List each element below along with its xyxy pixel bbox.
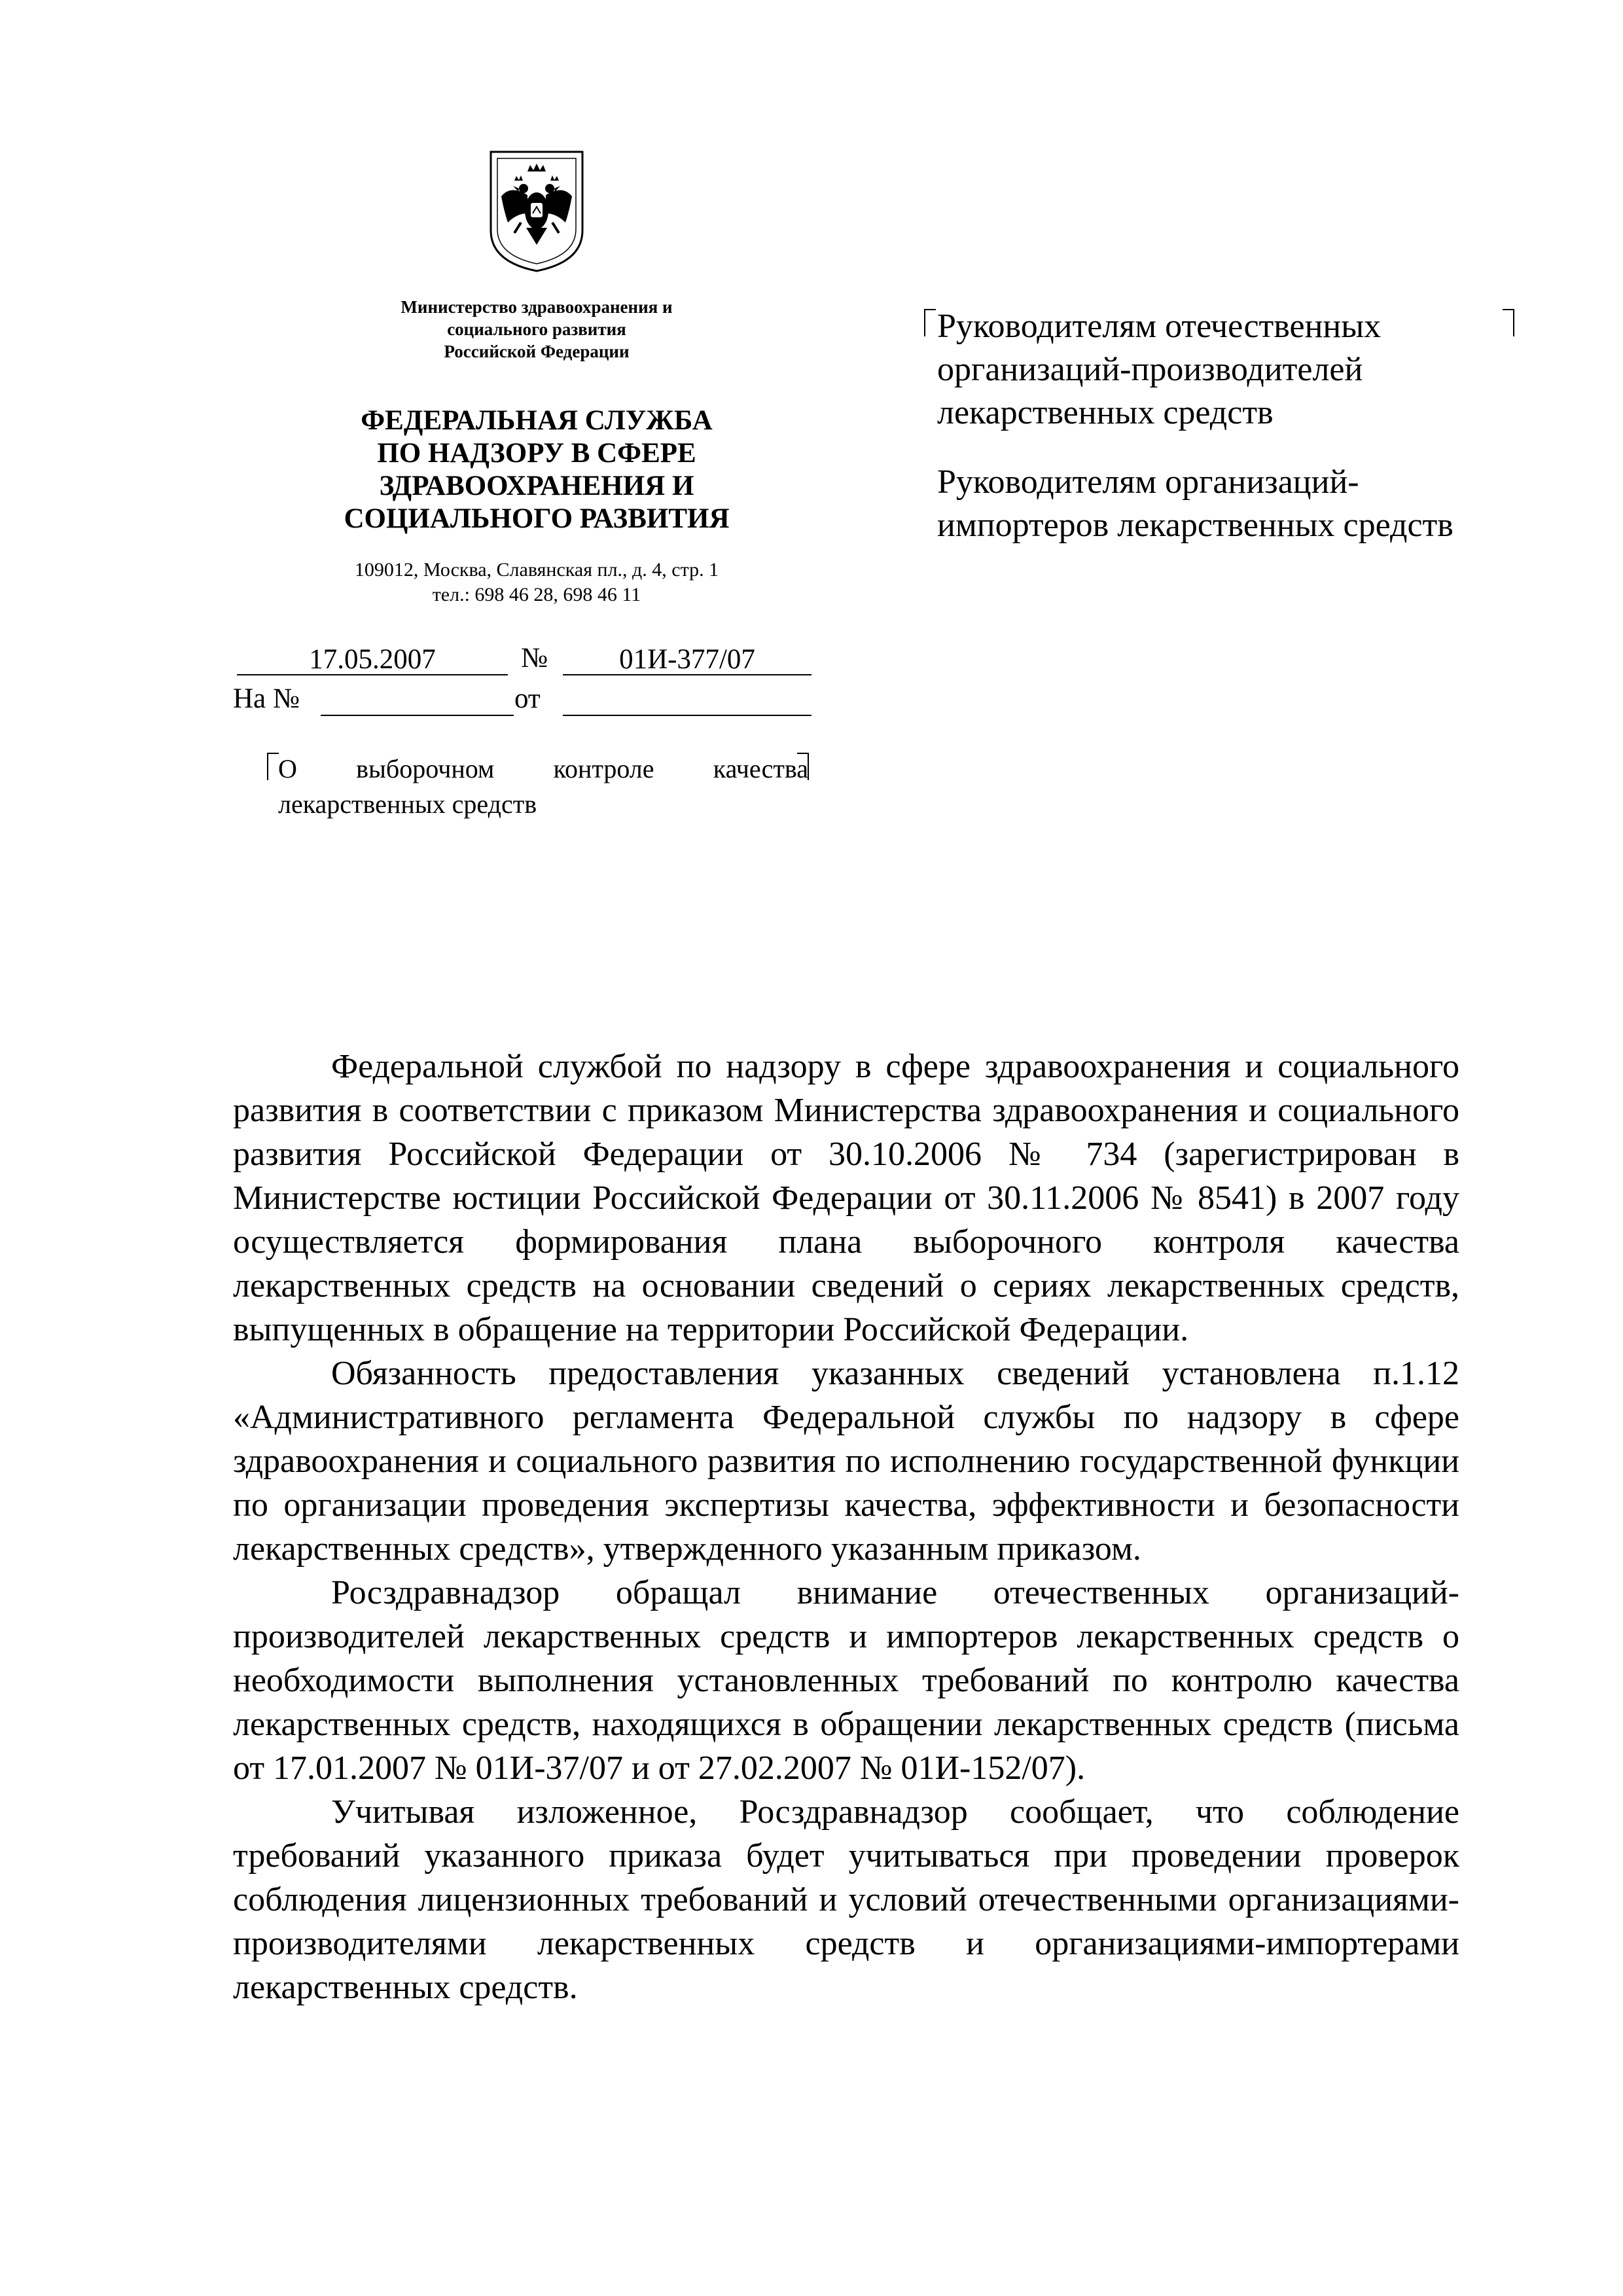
body-paragraph: Учитывая изложенное, Росздравнадзор сообщает, что соблюдение требований указанного приказа будет учитываться при проведении проверок соблюдения лицензионных требований и условий отечественными организациями-производителями лекарственных средств и организациями-импортерами лекарственных средств.	[233, 1793, 1459, 2006]
subject-bracket-left	[267, 753, 279, 780]
letter-subject	[278, 751, 808, 822]
recipient-line: лекарственных средств	[937, 394, 1274, 431]
address-line: тел.: 698 46 28, 698 46 11	[432, 584, 641, 605]
service-line: ПО НАДЗОРУ В СФЕРЕ	[377, 438, 696, 469]
subject-word: контроле	[553, 754, 654, 783]
subject-word: качества	[713, 754, 808, 783]
address-line: 109012, Москва, Славянская пл., д. 4, стр. 1	[354, 559, 719, 581]
registration-number: 01И-377/07	[563, 645, 812, 675]
reply-from-label: от	[514, 683, 541, 714]
recipient-line: организаций-производителей	[937, 351, 1363, 388]
ministry-name	[308, 296, 766, 363]
recipient-group	[937, 305, 1539, 435]
body-paragraph: Федеральной службой по надзору в сфере здравоохранения и социального развития в соответствии с приказом Министерства здравоохранения и социального развития Российской Федерации от 30.10.2006 № 734 (зарегистрирован в Министерстве юстиции Российской Федерации от 30.11.2006 № 8541) в 2007 году осуществляется формирования плана выборочного контроля качества лекарственных средств на основании сведений о сериях лекарственных средств, выпущенных в обращение на территории Российской Федерации.	[233, 1048, 1459, 1348]
letter-body	[233, 1045, 1459, 2009]
ministry-line: социального развития	[447, 319, 626, 339]
ministry-line: Российской Федерации	[444, 342, 630, 361]
subject-word: выборочном	[356, 754, 495, 783]
subject-line-2: лекарственных средств	[278, 789, 537, 819]
service-line: ФЕДЕРАЛЬНАЯ СЛУЖБА	[361, 405, 713, 436]
reply-prefix: На №	[233, 683, 300, 714]
service-address	[262, 558, 812, 607]
recipients-bracket-left	[924, 309, 936, 336]
service-name	[262, 404, 812, 535]
reply-number	[321, 686, 514, 716]
body-paragraph: Обязанность предоставления указанных сведений установлена п.1.12 «Административного регламента Федеральной службы по надзору в сфере здравоохранения и социального развития по исполнению государственной функции по организации проведения экспертизы качества, эффективности и безопасности лекарственных средств», утвержденного указанным приказом.	[233, 1355, 1459, 1568]
subject-line-1	[278, 751, 808, 787]
registration-date: 17.05.2007	[237, 645, 508, 675]
body-paragraph: Росздравнадзор обращал внимание отечественных организаций-производителей лекарственных средств и импортеров лекарственных средств о необходимости выполнения установленных требований по контролю качества лекарственных средств, находящихся в обращении лекарственных средств (письма от 17.01.2007 № 01И-37/07 и от 27.02.2007 № 01И-152/07).	[233, 1574, 1459, 1787]
registration-number-sign: №	[521, 643, 548, 673]
recipient-group	[937, 461, 1539, 547]
service-line: ЗДРАВООХРАНЕНИЯ И	[379, 471, 694, 501]
reply-date	[563, 686, 812, 716]
recipients-block	[937, 305, 1539, 573]
recipient-line: Руководителям отечественных	[937, 308, 1382, 345]
service-line: СОЦИАЛЬНОГО РАЗВИТИЯ	[344, 503, 730, 534]
recipient-line: Руководителям организаций-	[937, 463, 1359, 501]
subject-word: О	[278, 754, 297, 783]
recipient-line: импортеров лекарственных средств	[937, 507, 1454, 544]
coat-of-arms-emblem	[484, 145, 589, 276]
ministry-line: Министерство здравоохранения и	[401, 297, 673, 317]
